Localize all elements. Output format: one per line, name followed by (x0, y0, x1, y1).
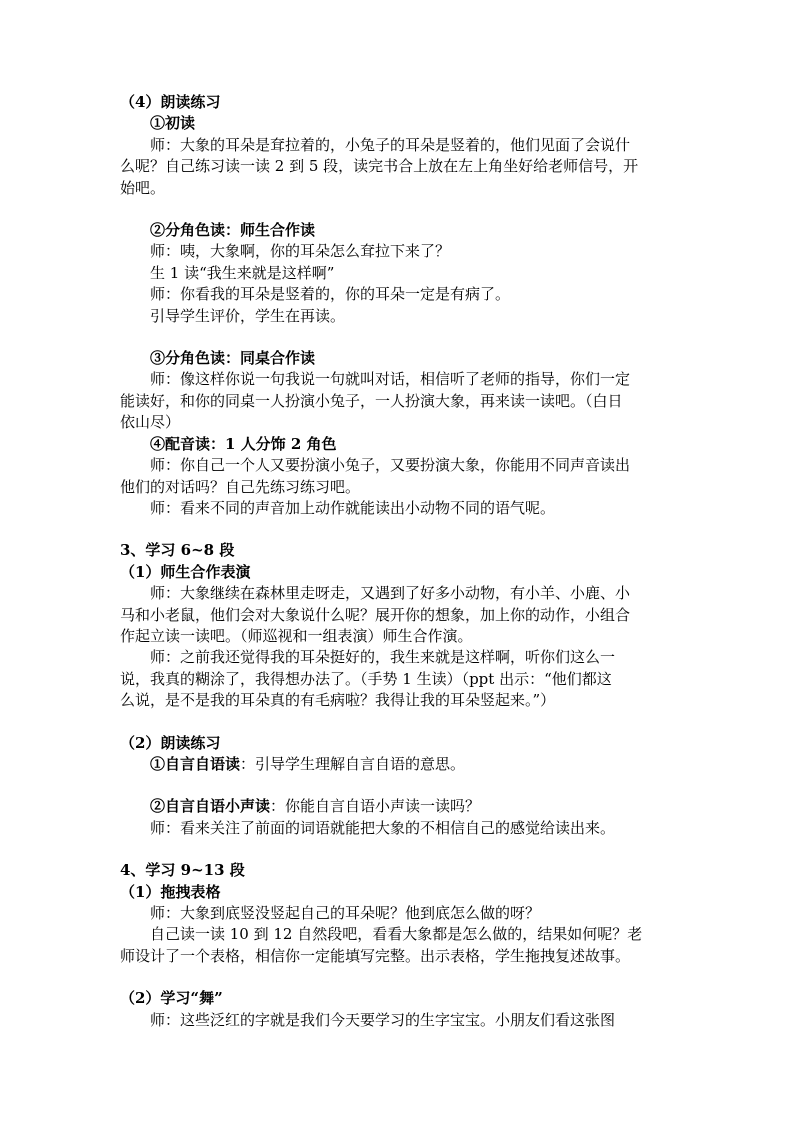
paragraph-line: 师设计了一个表格，相信你一定能填写完整。出示表格，学生拖拽复述故事。 (120, 946, 631, 965)
paragraph-line: 师：看来关注了前面的词语就能把大象的不相信自己的感觉给读出来。 (150, 818, 616, 837)
section-heading: （4）朗读练习 (120, 93, 221, 111)
paragraph-line: 他们的对话吗？自己先练习练习吧。 (120, 477, 361, 496)
paragraph-line: 自己读一读 10 到 12 自然段吧，看看大象都是怎么做的，结果如何呢？老 (150, 925, 643, 944)
paragraph-line: 师：之前我还觉得我的耳朵挺好的，我生来就是这样啊，听你们这么一 (150, 648, 616, 667)
paragraph-line: 马和小老鼠，他们会对大象说什么呢？展开你的想象，加上你的动作，小组合 (120, 605, 631, 624)
bold-label: ②自言自语小声读 (150, 797, 271, 816)
paragraph-line: 生 1 读“我生来就是这样啊” (150, 263, 335, 282)
paragraph-line: 师：看来不同的声音加上动作就能读出小动物不同的语气呢。 (150, 498, 556, 517)
bold-label: ①自言自语读 (150, 754, 241, 773)
inline-text: ：引导学生理解自言自语的意思。 (240, 754, 466, 773)
paragraph-line (120, 754, 680, 775)
paragraph-line: 依山尽） (120, 413, 181, 432)
paragraph-line: 师：这些泛红的字就是我们今天要学习的生字宝宝。小朋友们看这张图 (150, 1010, 616, 1029)
paragraph-line: 能读好，和你的同桌一人扮演小兔子，一人扮演大象，再来读一读吧。（白日 (120, 391, 623, 410)
paragraph-line: 师：像这样你说一句我说一句就叫对话，相信听了老师的指导，你们一定 (150, 370, 631, 389)
paragraph-line: 作起立读一读吧。（师巡视和一组表演）师生合作演。 (120, 626, 473, 645)
subsection-heading: （2）朗读练习 (120, 733, 221, 752)
paragraph-line: 师：咦，大象啊，你的耳朵怎么耷拉下来了？ (150, 242, 451, 261)
paragraph-line: 说，我真的糊涂了，我得想办法了。（手势 1 生读）（ppt 出示：“他们都这 (120, 669, 612, 688)
inline-text: ：你能自言自语小声读一读吗？ (270, 797, 481, 816)
paragraph-line (120, 796, 680, 817)
paragraph-line: 师：大象到底竖没竖起自己的耳朵呢？他到底怎么做的呀？ (150, 904, 541, 922)
subsection-heading: （1）拖拽表格 (120, 882, 221, 901)
subsection-heading: （2）学习“舞” (120, 989, 223, 1008)
subsection-title: ④配音读：1 人分饰 2 角色 (150, 434, 337, 453)
paragraph-line: 引导学生评价，学生在再读。 (150, 306, 346, 325)
document-page (120, 92, 680, 1031)
subsection-title: ③分角色读：同桌合作读 (150, 349, 316, 368)
paragraph-line: 师：你看我的耳朵是竖着的，你的耳朵一定是有病了。 (150, 285, 511, 304)
paragraph-line: 师：你自己一个人又要扮演小兔子，又要扮演大象，你能用不同声音读出 (150, 456, 631, 475)
paragraph-line: 么呢？自己练习读一读 2 到 5 段，读完书合上放在左上角坐好给老师信号，开 (120, 157, 639, 176)
section-heading: 3、学习 6~8 段 (120, 541, 235, 560)
paragraph-line: 师：大象继续在森林里走呀走，又遇到了好多小动物，有小羊、小鹿、小 (150, 584, 631, 603)
section-heading: 4、学习 9~13 段 (120, 861, 245, 880)
paragraph-line: 师：大象的耳朵是耷拉着的，小兔子的耳朵是竖着的，他们见面了会说什 (150, 135, 631, 154)
paragraph-line: 么说，是不是我的耳朵真的有毛病啦？我得让我的耳朵竖起来。”） (120, 691, 556, 710)
subsection-title: ①初读 (150, 114, 196, 133)
subsection-heading: （1）师生合作表演 (120, 562, 251, 581)
paragraph-line: 始吧。 (120, 178, 166, 197)
subsection-title: ②分角色读：师生合作读 (150, 221, 316, 240)
